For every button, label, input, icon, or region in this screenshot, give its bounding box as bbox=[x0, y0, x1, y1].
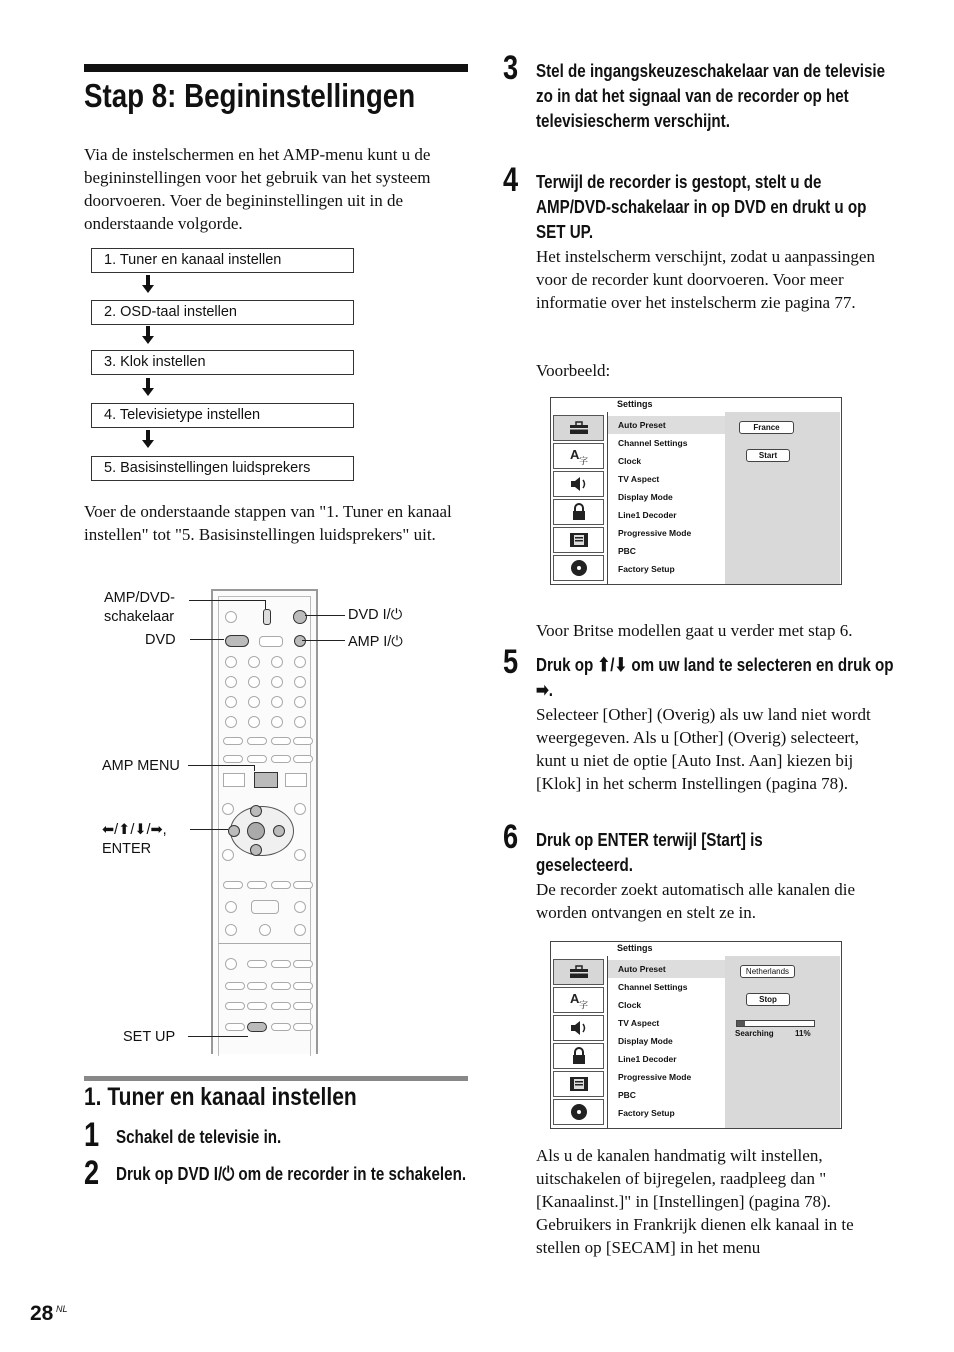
flow-arrow-icon bbox=[142, 430, 154, 450]
progress-percent: 11% bbox=[795, 1029, 811, 1038]
language-icon bbox=[553, 443, 604, 469]
menu-item-channel-settings[interactable]: Channel Settings bbox=[618, 982, 688, 992]
step-4-body: Het instelscherm verschijnt, zodat u aanpassingen voor de recorder kunt doorvoeren. Voor meer informatie over het instelscherm zie pagina 77. bbox=[536, 247, 875, 312]
flow-step-4: 4. Televisietype instellen bbox=[91, 403, 354, 428]
screen-options-panel bbox=[725, 412, 840, 584]
lock-icon bbox=[553, 1043, 604, 1069]
speaker-icon bbox=[553, 1015, 604, 1041]
amp-power-button bbox=[294, 635, 306, 647]
remote-control-illustration bbox=[211, 589, 318, 1054]
title-rule bbox=[84, 64, 468, 72]
settings-screen-1 bbox=[550, 397, 842, 585]
svg-text:A: A bbox=[569, 991, 579, 1006]
menu-item-display-mode[interactable]: Display Mode bbox=[618, 492, 673, 502]
step-6-number: 6 bbox=[503, 818, 519, 856]
label-amp-dvd-switch-line1: AMP/DVD- bbox=[104, 590, 175, 606]
menu-item-factory-setup[interactable]: Factory Setup bbox=[618, 1108, 675, 1118]
disc-icon bbox=[553, 1099, 604, 1125]
country-select[interactable]: France bbox=[739, 421, 794, 434]
screen-options-panel bbox=[725, 956, 840, 1128]
lock-icon bbox=[553, 499, 604, 525]
closing-paragraph: Als u de kanalen handmatig wilt instellen, uitschakelen of bijregelen, raadpleeg dan "[Kanaalinst.]" in [Instellingen] (pagina 78). Gebruikers in Frankrijk dienen elk kanaal in te stellen op [SECAM] in het menu bbox=[536, 1146, 854, 1257]
start-button[interactable]: Start bbox=[746, 449, 790, 462]
toolbox-icon bbox=[553, 415, 604, 441]
dvd-button bbox=[225, 635, 249, 647]
menu-item-clock[interactable]: Clock bbox=[618, 456, 642, 466]
stop-button[interactable]: Stop bbox=[746, 993, 790, 1006]
menu-item-factory-setup[interactable]: Factory Setup bbox=[618, 564, 675, 574]
dvd-power-button bbox=[293, 610, 307, 624]
film-icon bbox=[553, 1071, 604, 1097]
page-number-suffix: NL bbox=[56, 1304, 68, 1314]
screen-menu bbox=[608, 956, 725, 1128]
searching-label: Searching bbox=[735, 1029, 774, 1038]
step-2-number: 2 bbox=[84, 1154, 100, 1192]
label-dvd-power: DVD I/⏻ bbox=[348, 607, 403, 623]
step-1-number: 1 bbox=[84, 1116, 100, 1154]
menu-item-pbc[interactable]: PBC bbox=[618, 546, 636, 556]
enter-button bbox=[247, 822, 265, 840]
step-3-number: 3 bbox=[503, 49, 519, 87]
language-icon bbox=[553, 987, 604, 1013]
page-title: Stap 8: Begininstellingen bbox=[84, 77, 416, 114]
screen-icon-column bbox=[551, 956, 608, 1128]
step-1-heading: Schakel de televisie in. bbox=[116, 1126, 282, 1147]
example-label: Voorbeeld: bbox=[536, 361, 611, 380]
after-flow-paragraph: Voer de onderstaande stappen van "1. Tuner en kanaal instellen" tot "5. Basisinstellingen luidsprekers" uit. bbox=[84, 502, 452, 544]
menu-item-tv-aspect[interactable]: TV Aspect bbox=[618, 474, 660, 484]
label-amp-menu: AMP MENU bbox=[102, 758, 180, 774]
label-enter: ENTER bbox=[102, 841, 152, 857]
menu-item-channel-settings[interactable]: Channel Settings bbox=[618, 438, 688, 448]
label-dvd: DVD bbox=[145, 632, 176, 648]
settings-screen-2 bbox=[550, 941, 842, 1129]
set-up-button bbox=[247, 1022, 267, 1032]
flow-step-1: 1. Tuner en kanaal instellen bbox=[91, 248, 354, 273]
label-amp-dvd-switch-line2: schakelaar bbox=[104, 609, 175, 625]
step-5-body: Selecteer [Other] (Overig) als uw land niet wordt weergegeven. Als u [Other] (Overig) selecteert, kunt u niet de optie [Auto Inst. Aan] kiezen bij [Klok] in het scherm Instellingen (pagina 78). bbox=[536, 705, 871, 793]
disc-icon bbox=[553, 555, 604, 581]
screen-icon-column bbox=[551, 412, 608, 584]
step-6-body: De recorder zoekt automatisch alle kanalen die worden ontvangen en stelt ze in. bbox=[536, 880, 856, 922]
label-set-up: SET UP bbox=[123, 1029, 176, 1045]
flow-arrow-icon bbox=[142, 326, 154, 346]
step-5-heading: Druk op ⬆/⬇ om uw land te selecteren en druk op ➡. bbox=[536, 654, 894, 700]
film-icon bbox=[553, 527, 604, 553]
page-number: 28 bbox=[30, 1302, 54, 1325]
uk-note: Voor Britse modellen gaat u verder met stap 6. bbox=[536, 621, 853, 640]
progress-bar bbox=[736, 1020, 815, 1027]
menu-item-progressive-mode[interactable]: Progressive Mode bbox=[618, 528, 692, 538]
menu-item-auto-preset[interactable]: Auto Preset bbox=[608, 960, 725, 978]
step-4-number: 4 bbox=[503, 161, 519, 199]
menu-item-line1-decoder[interactable]: Line1 Decoder bbox=[618, 1054, 677, 1064]
flow-step-2: 2. OSD-taal instellen bbox=[91, 300, 354, 325]
screen-title: Settings bbox=[617, 943, 653, 953]
svg-text:字: 字 bbox=[578, 456, 588, 465]
speaker-icon bbox=[553, 471, 604, 497]
svg-text:A: A bbox=[569, 447, 579, 462]
progress-fill bbox=[737, 1021, 745, 1026]
section-title: 1. Tuner en kanaal instellen bbox=[84, 1083, 357, 1111]
menu-item-pbc[interactable]: PBC bbox=[618, 1090, 636, 1100]
flow-arrow-icon bbox=[142, 275, 154, 295]
flow-step-3: 3. Klok instellen bbox=[91, 350, 354, 375]
menu-item-display-mode[interactable]: Display Mode bbox=[618, 1036, 673, 1046]
label-arrow-keys: ⬅/⬆/⬇/➡, bbox=[102, 822, 167, 838]
step-3-heading: Stel de ingangskeuzeschakelaar van de televisie zo in dat het signaal van de recorder op het televisiescherm verschijnt. bbox=[536, 60, 886, 131]
menu-item-clock[interactable]: Clock bbox=[618, 1000, 642, 1010]
flow-arrow-icon bbox=[142, 378, 154, 398]
step-6-heading: Druk op ENTER terwijl [Start] is geselecteerd. bbox=[536, 829, 763, 875]
screen-menu bbox=[608, 412, 725, 584]
intro-paragraph: Via de instelschermen en het AMP-menu kunt u de begininstellingen voor het gebruik van het systeem doorvoeren. Voer de begininstellingen uit in de onderstaande volgorde. bbox=[84, 145, 431, 233]
country-select[interactable]: Netherlands bbox=[740, 965, 795, 978]
menu-item-line1-decoder[interactable]: Line1 Decoder bbox=[618, 510, 677, 520]
menu-item-auto-preset[interactable]: Auto Preset bbox=[608, 416, 725, 434]
screen-title: Settings bbox=[617, 399, 653, 409]
label-amp-power: AMP I/⏻ bbox=[348, 634, 403, 650]
menu-item-progressive-mode[interactable]: Progressive Mode bbox=[618, 1072, 692, 1082]
amp-dvd-switch bbox=[263, 609, 271, 625]
flow-step-5: 5. Basisinstellingen luidsprekers bbox=[91, 456, 354, 481]
svg-text:字: 字 bbox=[578, 1000, 588, 1009]
toolbox-icon bbox=[553, 959, 604, 985]
step-5-number: 5 bbox=[503, 643, 519, 681]
step-2-heading: Druk op DVD I/⏻ om de recorder in te schakelen. bbox=[116, 1163, 467, 1184]
amp-menu-button bbox=[254, 772, 278, 788]
menu-item-tv-aspect[interactable]: TV Aspect bbox=[618, 1018, 660, 1028]
step-4-heading: Terwijl de recorder is gestopt, stelt u de AMP/DVD-schakelaar in op DVD en drukt u op SET UP. bbox=[536, 171, 867, 242]
